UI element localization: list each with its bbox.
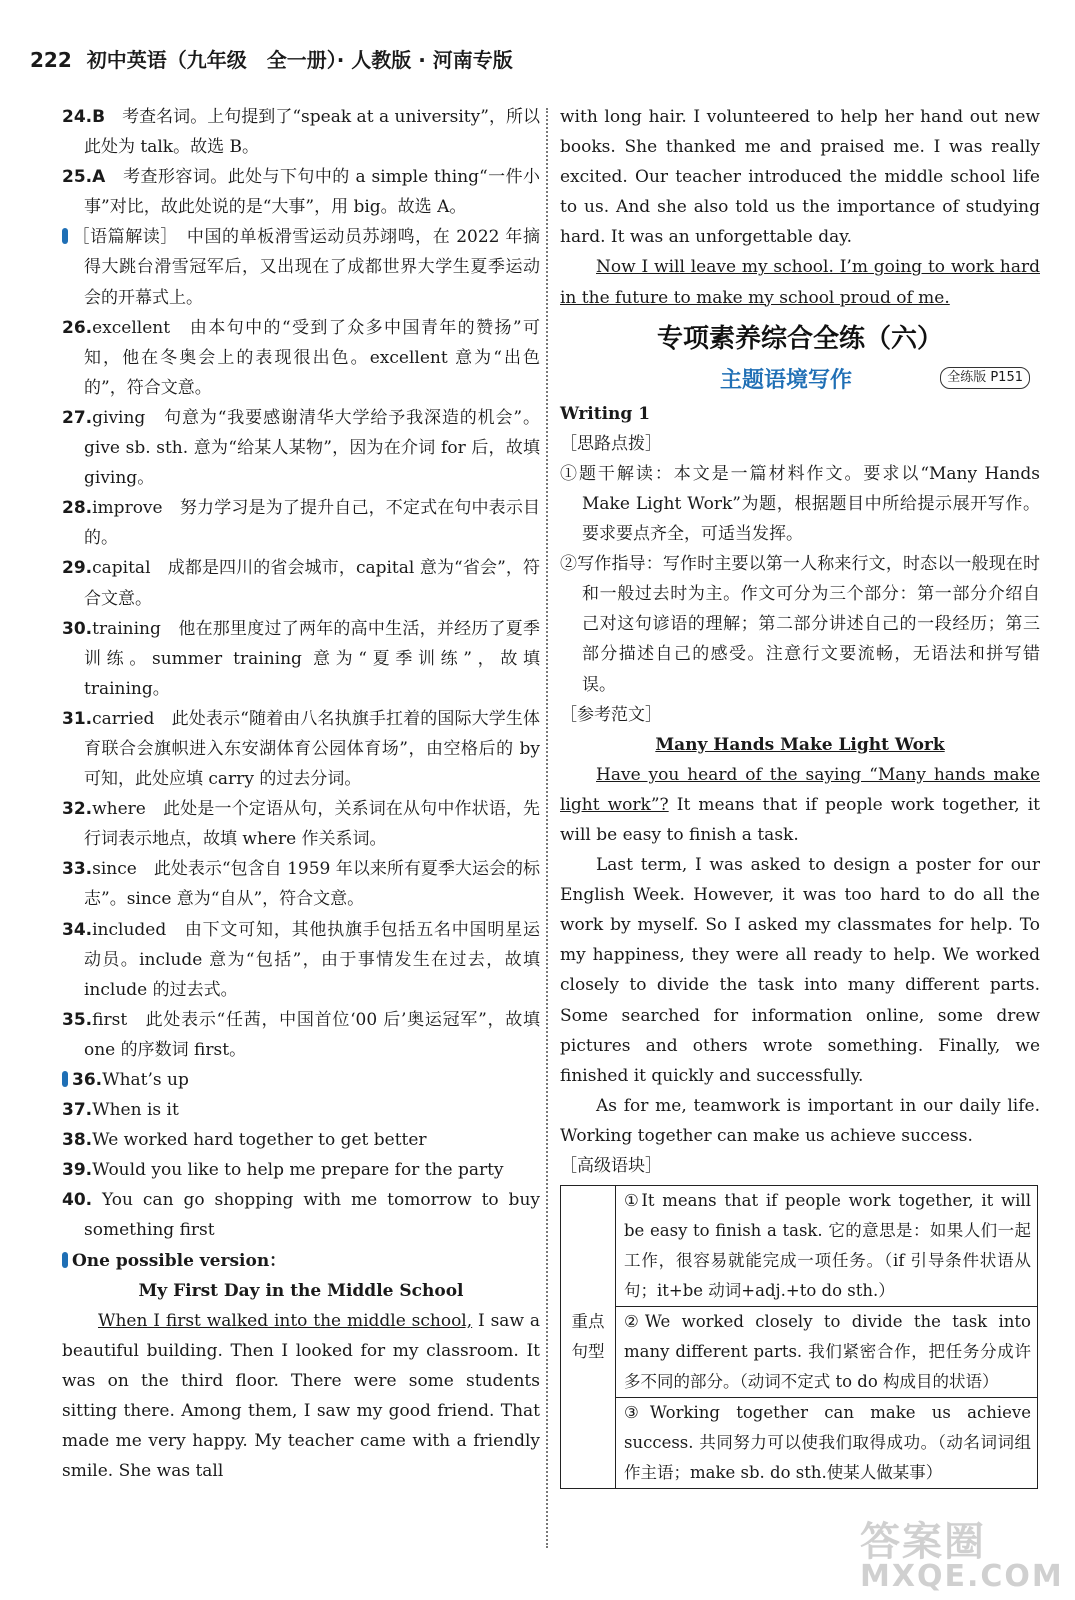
answer-36: Ⅳ 36.What’s up (43, 1070, 189, 1090)
tip-2: ②写作指导：写作时主要以第一人称来行文，时态以一般现在时和一般过去时为主。作文可分为三个部分：第一部分介绍自己对这句谚语的理解；第二部分讲述自己的一段经历；第三部分描述自己的感受。注意行文要流畅，无语法和拼写错误。 (560, 554, 1040, 695)
answer-34: 34.included 由下文可知，其他执旗手包括五名中国明星运动员。include 意为“包括”，由于事情发生在过去，故填 include 的过去式。 (62, 919, 540, 1000)
answer-40: 40. You can go shopping with me tomorrow to buy something first (62, 1190, 540, 1241)
tips-label: ［思路点拨］ (560, 433, 662, 454)
section-5-heading: Ⅴ One possible version： (43, 1250, 287, 1271)
essay-last-paragraph: Now I will leave my school. I’m going to work hard in the future to make my school proud of me. (560, 257, 1040, 308)
book-title: 初中英语（九年级 全一册）· 人教版 · 河南专版 (86, 48, 513, 72)
roman-numeral-badge: Ⅴ (62, 1252, 68, 1268)
answer-30: 30.training 他在那里度过了两年的高中生活，并经历了夏季训练。summer training 意为“夏季训练”，故填 training。 (62, 618, 540, 699)
answer-38: 38.We worked hard together to get better (62, 1130, 427, 1151)
page-reference-tag: 全练版 P151 (940, 367, 1030, 389)
answer-35: 35.first 此处表示“任茜，中国首位‘00 后’奥运冠军”，故填 one 的序数词 first。 (62, 1009, 540, 1060)
answer-24: 24.B 考查名词。上句提到了“speak at a university”，所以此处为 talk。故选 B。 (62, 107, 540, 158)
section-3-reading: Ⅲ ［语篇解读］ 中国的单板滑雪运动员苏翊鸣，在 2022 年摘得大跳台滑雪冠军后，又出现在了成都世界大学生夏季运动会的开幕式上。 (43, 227, 540, 308)
sample-label: ［参考范文］ (560, 704, 662, 725)
essay-paragraph-1: When I first walked into the middle school, I saw a beautiful building. Then I looked for my classroom. It was on the third floor. There were some students sitting there. Among them, I saw my good friend. That made me very happy. My teacher came with a friendly smile. She was tall (62, 1310, 540, 1482)
topic-row (560, 363, 1040, 399)
answer-32: 32.where 此处是一个定语从句，关系词在从句中作状语，先行词表示地点，故填 where 作关系词。 (62, 799, 540, 850)
answer-31: 31.carried 此处表示“随着由八名执旗手扛着的国际大学生体育联合会旗帜进入东安湖体育公园体育场”，由空格后的 by 可知，此处应填 carry 的过去分词。 (62, 708, 540, 790)
chunks-label: ［高级语块］ (560, 1156, 662, 1176)
sample-paragraph-2: Last term, I was asked to design a poster for our English Week. However, it was too hard to do all the work by myself. So I asked my classmates for help. To my happiness, they were all ready to help. We worked closely to divide the task into many different parts. Some searched for information online, some drew pictures and others wrote something. Finally, we finished it quickly and successfully. (560, 855, 1040, 1086)
left-column (43, 102, 540, 1486)
column-divider (546, 108, 548, 1548)
answer-29: 29.capital 成都是四川的省会城市，capital 意为“省会”，符合文意。 (62, 558, 540, 609)
sample-title: Many Hands Make Light Work (655, 734, 945, 755)
sample-paragraph-3: As for me, teamwork is important in our daily life. Working together can make us achieve success. (560, 1095, 1040, 1146)
writing-label: Writing 1 (560, 403, 651, 424)
sample-paragraph-1: Have you heard of the saying “Many hands make light work”? It means that if people work together, it will be easy to finish a task. (560, 764, 1040, 845)
key-sentence-3: ③Working together can make us achieve success. 共同努力可以使我们取得成功。（动名词词组作主语；make sb. do sth.使某人做某事） (616, 1398, 1038, 1489)
key-sentences-table (560, 1185, 1038, 1489)
answer-37: 37.When is it (62, 1100, 179, 1121)
right-column (560, 102, 1040, 1489)
roman-numeral-badge: Ⅳ (62, 1071, 68, 1087)
page-number: 222 (30, 48, 72, 72)
answer-28: 28.improve 努力学习是为了提升自己，不定式在句中表示目的。 (62, 498, 540, 549)
answer-25: 25.A 考查形容词。此处与下句中的 a simple thing“一件小事”对比，故此处说的是“大事”，用 big。故选 A。 (62, 167, 540, 218)
key-sentence-2: ②We worked closely to divide the task into many different parts. 我们紧密合作，把任务分成许多不同的部分。（动词不定式 to do 构成目的状语） (616, 1307, 1038, 1398)
essay-continued: with long hair. I volunteered to help her hand out new books. She thanked me and praised me. I was really excited. Our teacher introduced the middle school life to us. And she also told us the importance of studying hard. It was an unforgettable day. (560, 107, 1040, 248)
answer-33: 33.since 此处表示“包含自 1959 年以来所有夏季大运会的标志”。since 意为“自从”，符合文意。 (62, 859, 540, 910)
answer-39: 39.Would you like to help me prepare for the party (62, 1160, 504, 1181)
page-header (30, 44, 513, 84)
site-watermark: 答案圈 MXQE.COM (860, 1519, 1064, 1594)
table-label: 重点句型 (561, 1186, 616, 1489)
section-title: 专项素养综合全练（六） (656, 323, 943, 354)
topic-heading: 主题语境写作 (720, 367, 853, 393)
key-sentence-1: ①It means that if people work together, it will be easy to finish a task. 它的意思是：如果人们一起工作，很容易就能完成一项任务。（if 引导条件状语从句；it+be 动词+adj.+to do sth.） (616, 1186, 1038, 1307)
answer-27: 27.giving 句意为“我要感谢清华大学给予我深造的机会”。give sb. sth. 意为“给某人某物”，因为在介词 for 后，故填 giving。 (62, 407, 540, 489)
roman-numeral-badge: Ⅲ (62, 228, 68, 244)
tip-1: ①题干解读：本文是一篇材料作文。要求以“Many Hands Make Light Work”为题，根据题目中所给提示展开写作。要求要点齐全，可适当发挥。 (560, 463, 1040, 545)
answer-26: 26.excellent 由本句中的“受到了众多中国青年的赞扬”可知，他在冬奥会上的表现很出色。excellent 意为“出色的”，符合文意。 (62, 317, 540, 398)
essay-title: My First Day in the Middle School (138, 1280, 464, 1301)
